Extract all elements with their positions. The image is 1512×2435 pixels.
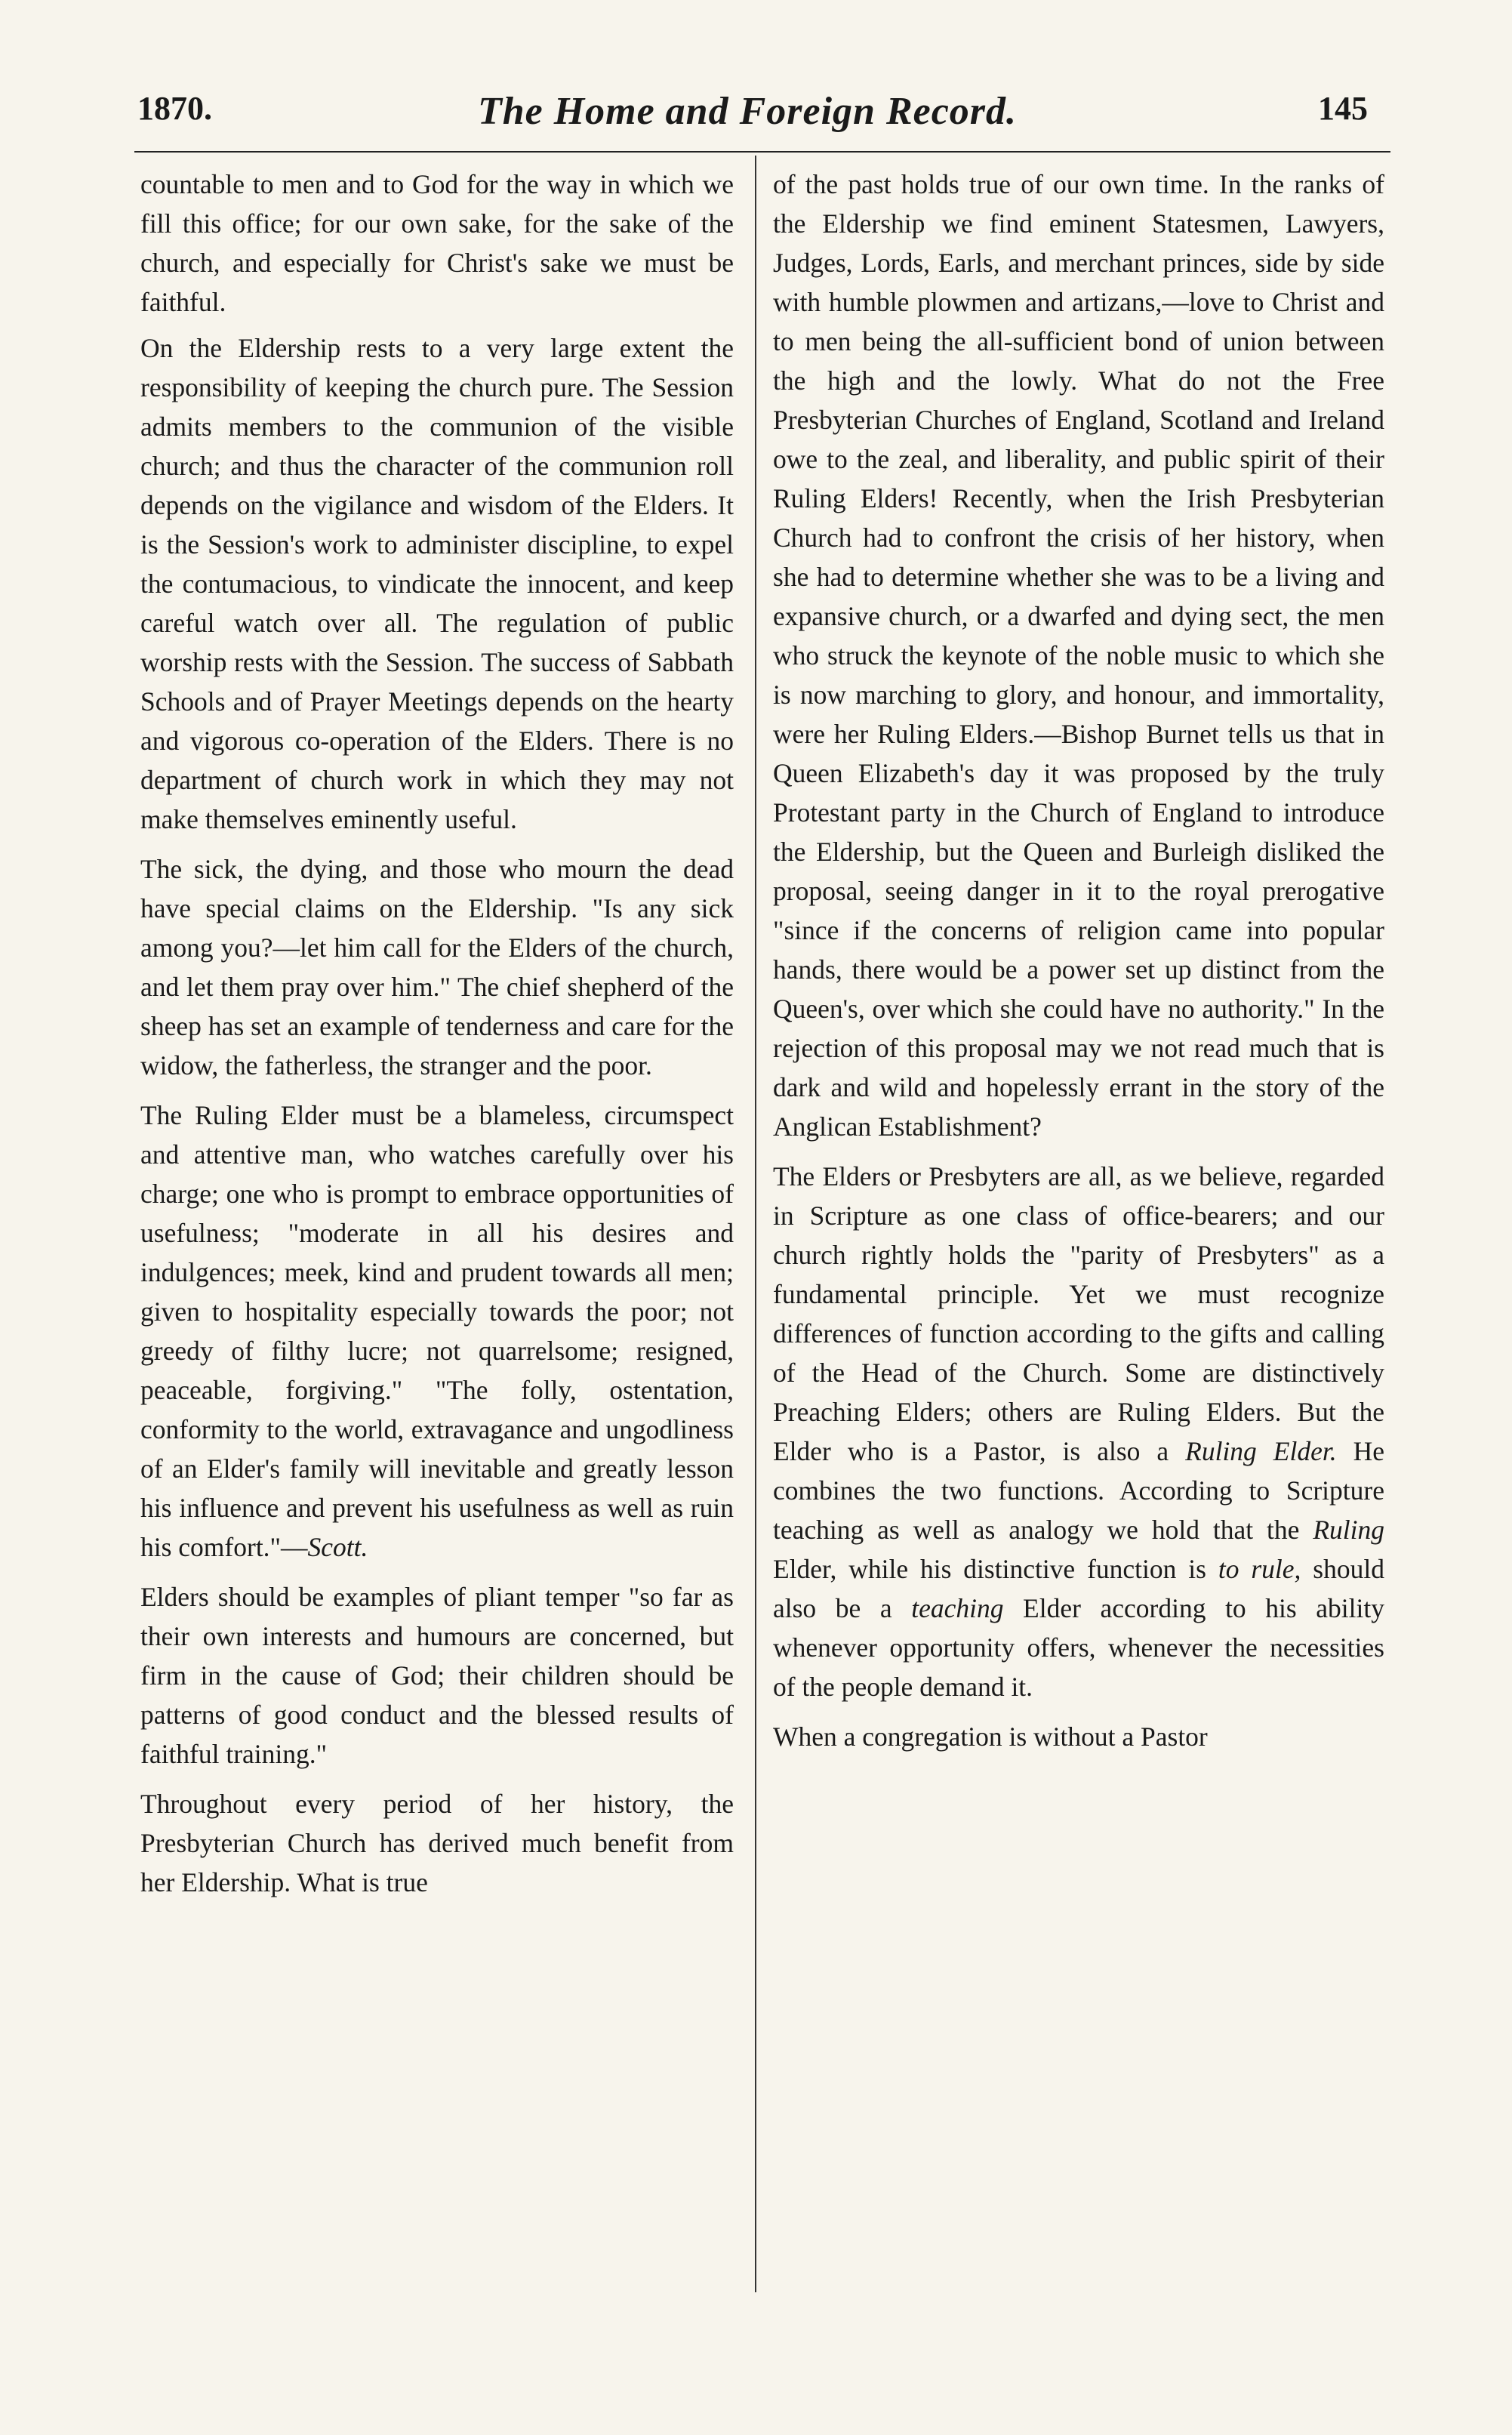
page-number: 145: [1318, 90, 1368, 127]
left-paragraph-4-text: The Ruling Elder must be a blameless, circumspect and attentive man, who watches carefully over his charge; one who is prompt to embrace opportunities of usefulness; "moderate in all his desires and indulgences; meek, kind and prudent towards all men; given to hospitality especially towards the poor; not greedy of filthy lucre; not quarrelsome; resigned, peaceable, forgiving." "The folly, ostentation, conformity to the world, extravagance and ungodliness of an Elder's family will inevitable and greatly lesson his influence and prevent his usefulness as well as ruin his comfort."—: [140, 1100, 734, 1562]
left-paragraph-4: [140, 1096, 734, 1567]
right-paragraph-2: [773, 1157, 1384, 1706]
header-year: 1870.: [137, 90, 212, 127]
right-paragraph-2-part-b: He combines the two functions. According to Scripture teaching as well as analogy we hold that the: [773, 1436, 1384, 1545]
quote-attribution: Scott.: [307, 1532, 368, 1562]
column-divider: [755, 156, 756, 2292]
right-paragraph-2-part-a: The Elders or Presbyters are all, as we believe, regarded in Scripture as one class of office-bearers; and our church rightly holds the "parity of Presbyters" as a fundamental principle. Yet we must recognize differences of function according to the gifts and calling of the Head of the Church. Some are distinctively Preaching Elders; others are Ruling Elders. But the Elder who is a Pastor, is also a: [773, 1161, 1384, 1466]
header-rule: [134, 151, 1390, 153]
left-column: [140, 165, 734, 1909]
right-column: [773, 165, 1384, 1763]
emphasis-ruling: Ruling: [1313, 1515, 1384, 1545]
right-paragraph-2-part-d: should also be a: [773, 1554, 1384, 1623]
emphasis-teaching: teaching: [911, 1593, 1004, 1623]
emphasis-ruling-elder: Ruling Elder.: [1185, 1436, 1337, 1466]
emphasis-to-rule: to rule,: [1218, 1554, 1301, 1584]
left-paragraph-5: Elders should be examples of pliant temper "so far as their own interests and humours are concerned, but firm in the cause of God; their children should be patterns of good conduct and the blessed results of faithful training.": [140, 1582, 734, 1769]
header-title: The Home and Foreign Record.: [477, 90, 1018, 133]
left-paragraph-2: On the Eldership rests to a very large extent the responsibility of keeping the church pure. The Session admits members to the communion of the visible church; and thus the character of the communion roll depends on the vigilance and wisdom of the Elders. It is the Session's work to administer discipline, to expel the contumacious, to vindicate the innocent, and keep careful watch over all. The regulation of public worship rests with the Session. The success of Sabbath Schools and of Prayer Meetings depends on the hearty and vigorous co-operation of the Elders. There is no department of church work in which they may not make themselves eminently useful.: [140, 333, 734, 834]
running-header: [113, 89, 1381, 159]
right-paragraph-1: of the past holds true of our own time. In the ranks of the Eldership we find eminent Statesmen, Lawyers, Judges, Lords, Earls, and merchant princes, side by side with humble plowmen and artizans,—love to Christ and to men being the all-sufficient bond of union between the high and the lowly. What do not the Free Presbyterian Churches of England, Scotland and Ireland owe to the zeal, and liberality, and public spirit of their Ruling Elders! Recently, when the Irish Presbyterian Church had to confront the crisis of her history, when she had to determine whether she was to be a living and expansive church, or a dwarfed and dying sect, the men who struck the keynote of the noble music to which she is now marching to glory, and honour, and immortality, were her Ruling Elders.—Bishop Burnet tells us that in Queen Elizabeth's day it was proposed by the truly Protestant party in the Church of England to introduce the Eldership, but the Queen and Burleigh disliked the proposal, seeing danger in it to the royal prerogative "since if the concerns of religion came into popular hands, there would be a power set up distinct from the Queen's, over which she could have no authority." In the rejection of this proposal may we not read much that is dark and wild and hopelessly errant in the story of the Anglican Establishment?: [773, 169, 1384, 1142]
left-paragraph-1: countable to men and to God for the way in which we fill this office; for our own sake, for the sake of the church, and especially for Christ's sake we must be faithful.: [140, 169, 734, 317]
left-paragraph-6: Throughout every period of her history, the Presbyterian Church has derived much benefit from her Eldership. What is true: [140, 1789, 734, 1897]
right-paragraph-2-part-e: Elder according to his ability whenever opportunity offers, whenever the necessities of the people demand it.: [773, 1593, 1384, 1702]
right-paragraph-2-part-c: Elder, while his distinctive function is: [773, 1554, 1218, 1584]
right-paragraph-3: When a congregation is without a Pastor: [773, 1721, 1208, 1752]
left-paragraph-3: The sick, the dying, and those who mourn the dead have special claims on the Eldership. "Is any sick among you?—let him call for the Elders of the church, and let them pray over him." The chief shepherd of the sheep has set an example of tenderness and care for the widow, the fatherless, the stranger and the poor.: [140, 854, 734, 1080]
